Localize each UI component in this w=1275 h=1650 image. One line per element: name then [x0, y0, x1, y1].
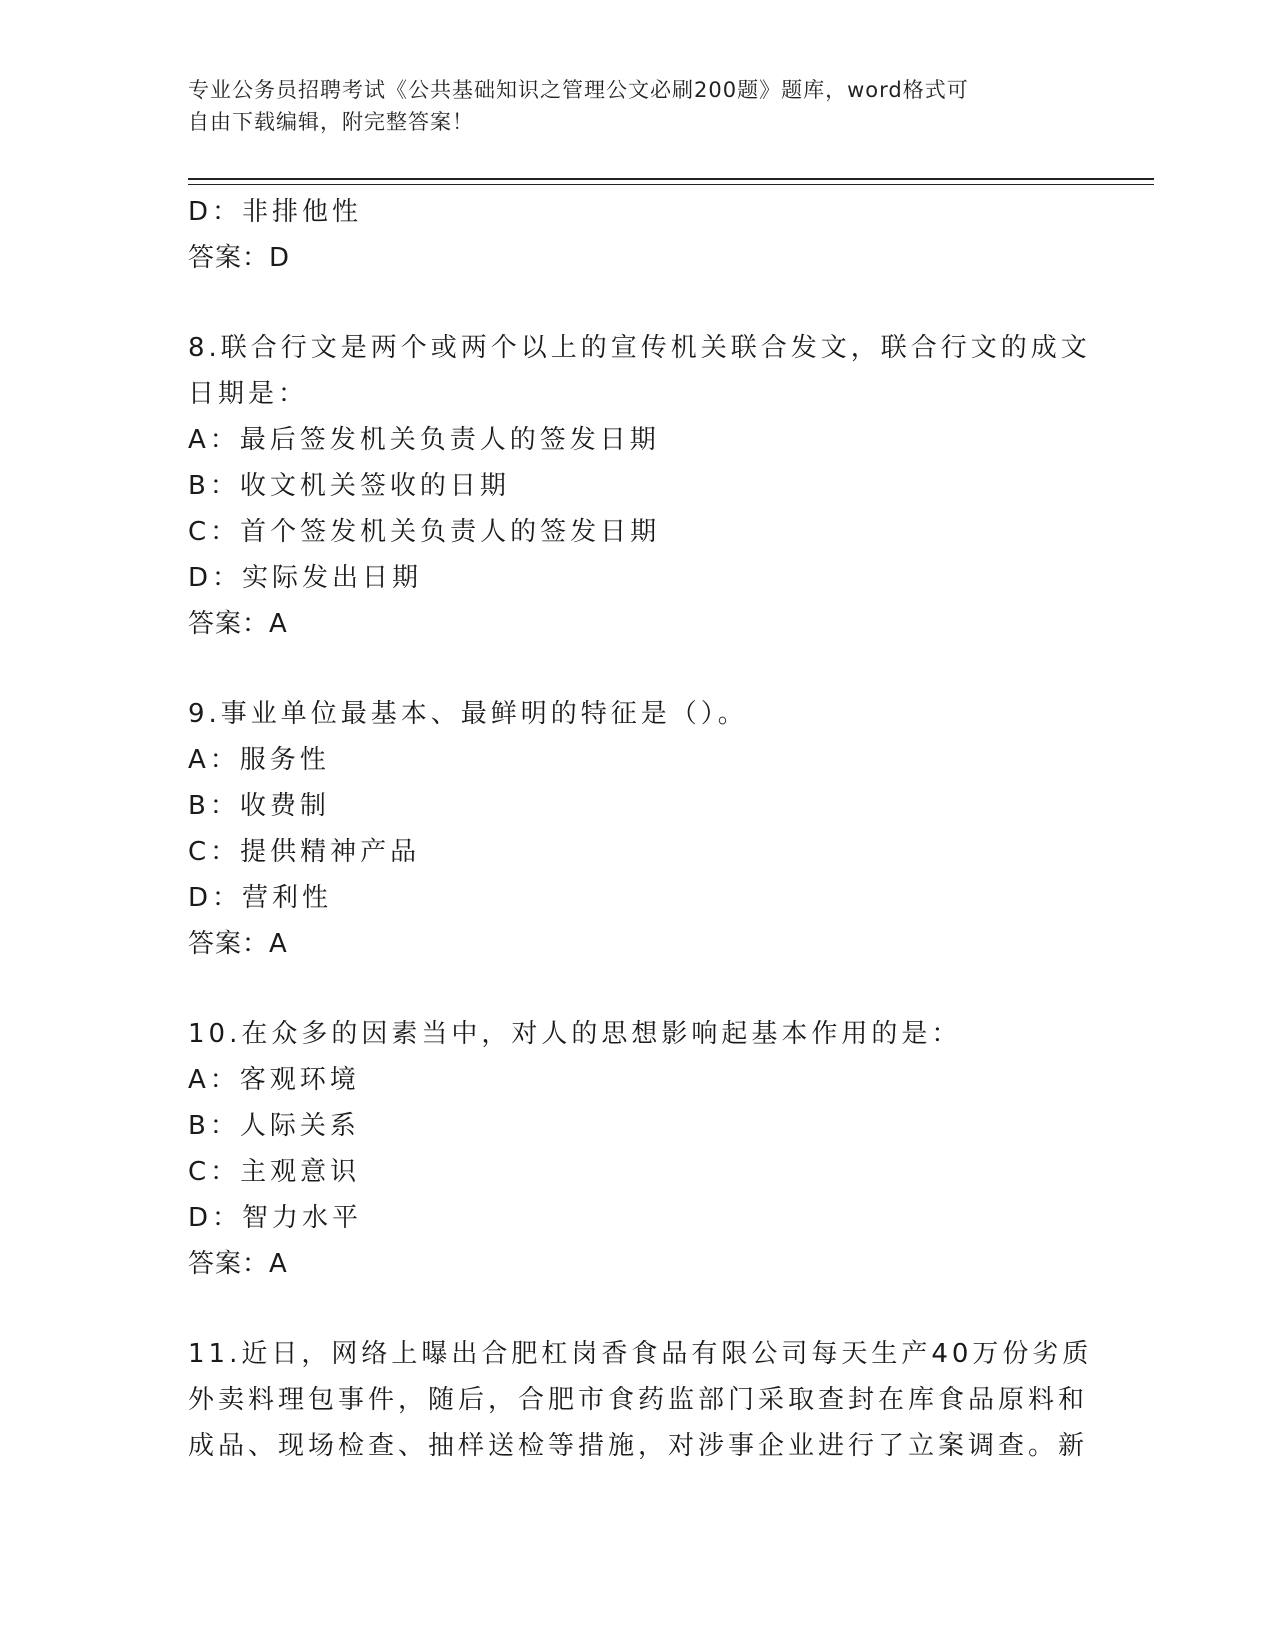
- spacer: [188, 647, 1068, 691]
- option-b: B：收费制: [188, 791, 330, 821]
- spacer: [188, 967, 1068, 1011]
- spacer: [188, 1287, 1068, 1331]
- option-d: D：智力水平: [188, 1203, 363, 1233]
- question-stem: 10.在众多的因素当中，对人的思想影响起基本作用的是：: [188, 1019, 962, 1049]
- question-stem: 9.事业单位最基本、最鲜明的特征是（）。: [188, 699, 748, 729]
- question-stem: 外卖料理包事件，随后，合肥市食药监部门采取查封在库食品原料和: [188, 1385, 1089, 1415]
- question-stem: 11.近日，网络上曝出合肥杠岗香食品有限公司每天生产40万份劣质: [188, 1339, 1093, 1369]
- answer: 答案：D: [188, 243, 291, 273]
- option-d: D：实际发出日期: [188, 563, 423, 593]
- option-c: C：主观意识: [188, 1157, 361, 1187]
- question-10: [188, 1011, 1068, 1287]
- question-11: [188, 1331, 1093, 1469]
- option-a: A：最后签发机关负责人的签发日期: [188, 425, 660, 455]
- spacer: [188, 281, 1068, 325]
- option-a: A：客观环境: [188, 1065, 360, 1095]
- header-divider-thin: [188, 184, 1154, 185]
- page-header: [188, 74, 1078, 138]
- answer: 答案：A: [188, 1249, 288, 1279]
- question-9: [188, 691, 1068, 967]
- option-c: C：首个签发机关负责人的签发日期: [188, 517, 661, 547]
- option-d: D：营利性: [188, 883, 333, 913]
- header-divider-thick: [188, 178, 1154, 180]
- answer: 答案：A: [188, 929, 288, 959]
- option-c: C：提供精神产品: [188, 837, 421, 867]
- question-stem: 成品、现场检查、抽样送检等措施，对涉事企业进行了立案调查。新: [188, 1431, 1089, 1461]
- header-line-1: 专业公务员招聘考试《公共基础知识之管理公文必刷200题》题库，word格式可: [188, 78, 969, 102]
- option-b: B：人际关系: [188, 1111, 360, 1141]
- question-content: [188, 189, 1093, 1469]
- question-stem: 8.联合行文是两个或两个以上的宣传机关联合发文，联合行文的成文: [188, 333, 1091, 363]
- question-stem: 日期是：: [188, 379, 309, 409]
- option-d: D：非排他性: [188, 197, 363, 227]
- question-7: [188, 189, 1068, 281]
- question-8: [188, 325, 1091, 647]
- option-a: A：服务性: [188, 745, 330, 775]
- option-b: B：收文机关签收的日期: [188, 471, 510, 501]
- answer: 答案：A: [188, 609, 288, 639]
- header-line-2: 自由下载编辑，附完整答案！: [188, 110, 474, 134]
